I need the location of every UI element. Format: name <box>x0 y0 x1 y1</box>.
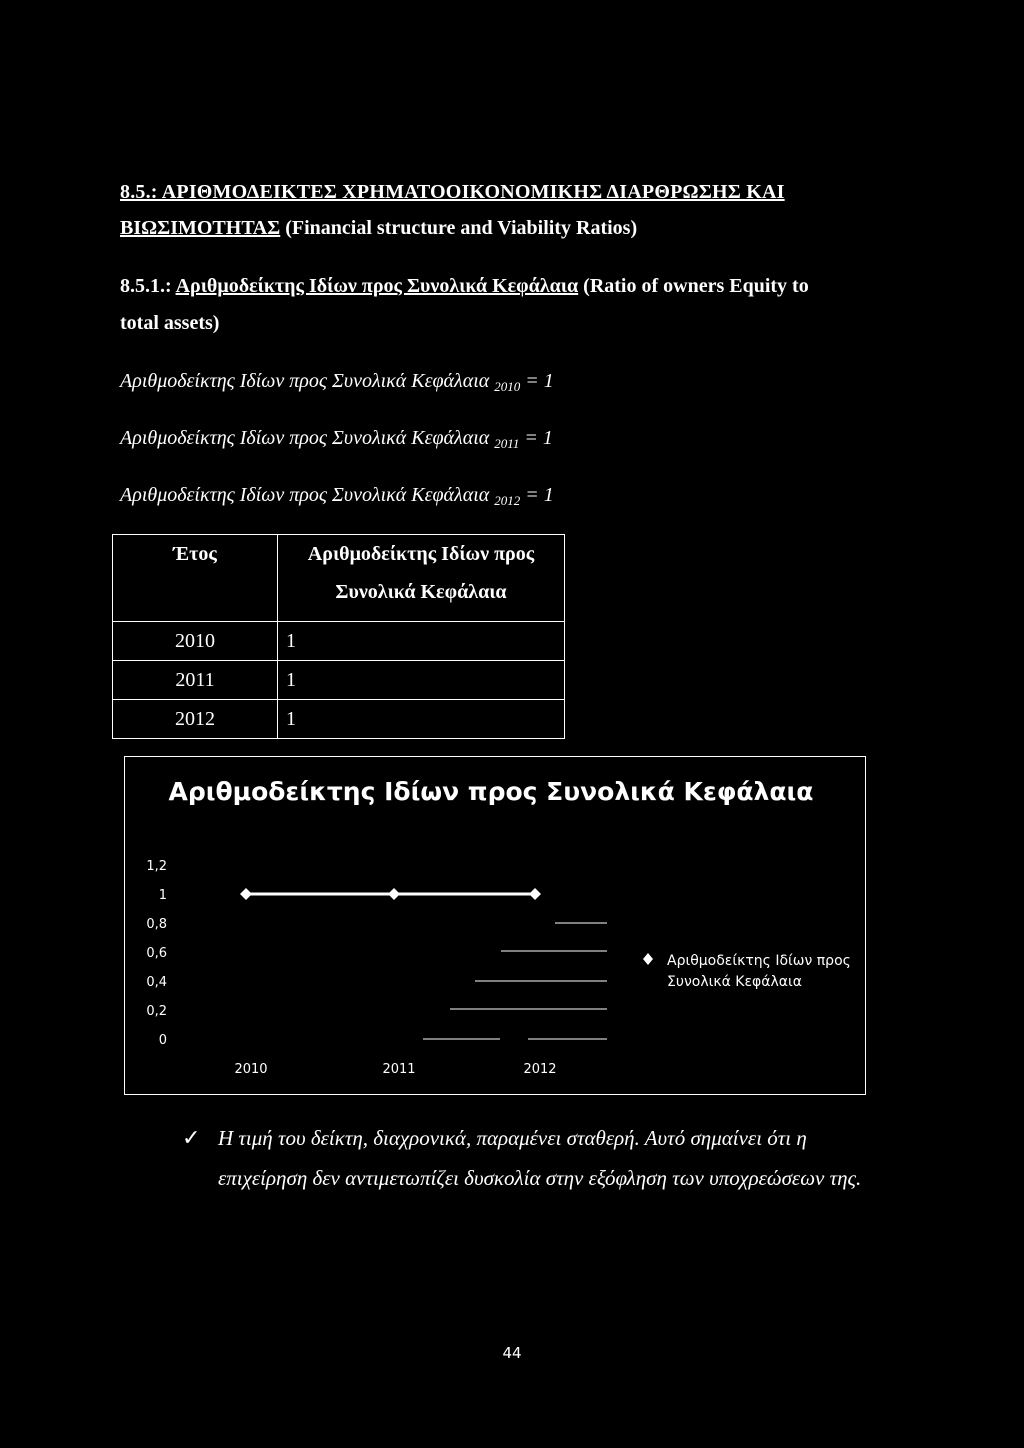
subsection-number: 8.5.1.: <box>120 275 172 297</box>
chart-legend <box>667 951 851 993</box>
section-heading <box>120 181 785 204</box>
table-cell-value <box>278 622 565 661</box>
chart-plot <box>125 757 865 1094</box>
y-tick-label: 0,4 <box>146 975 167 990</box>
formula-year: 2011 <box>494 436 520 451</box>
data-point-marker <box>240 888 252 900</box>
formula-label: Αριθμοδείκτης Ιδίων προς Συνολικά Κεφάλαια <box>120 484 490 506</box>
formula-year: 2012 <box>494 493 521 508</box>
subsection-heading <box>120 275 809 298</box>
table-header-value-line1: Αριθμοδείκτης Ιδίων προς <box>307 543 535 565</box>
formula-2012 <box>120 484 554 509</box>
data-point-marker <box>529 888 541 900</box>
data-point-marker <box>388 888 400 900</box>
legend-label-line2: Συνολικά Κεφάλαια <box>667 974 802 990</box>
formula-value: = 1 <box>525 484 554 506</box>
table-header-year: Έτος <box>113 535 278 622</box>
y-tick-label: 0,2 <box>146 1004 167 1019</box>
y-tick-label: 1,2 <box>146 859 167 874</box>
table-cell-value <box>278 661 565 700</box>
table-cell-year: 2012 <box>113 700 278 739</box>
formula-2010 <box>120 370 554 395</box>
table-cell-year: 2010 <box>113 622 278 661</box>
page-number: 44 <box>502 1344 522 1362</box>
table-header-row <box>113 535 565 622</box>
ratio-chart <box>124 756 866 1095</box>
table-cell-value <box>278 700 565 739</box>
formula-value: = 1 <box>525 370 554 392</box>
subsection-greek: Αριθμοδείκτης Ιδίων προς Συνολικά Κεφάλαια <box>175 275 579 297</box>
table-row <box>113 700 565 739</box>
section-heading-line2 <box>120 217 637 240</box>
table-row <box>113 661 565 700</box>
chart-title-text: Αριθμοδείκτης Ιδίων προς Συνολικά Κεφάλαια <box>168 777 814 806</box>
subsection-english-continued: total assets) <box>120 312 220 334</box>
checkmark-icon: ✓ <box>182 1125 201 1150</box>
ratio-table <box>112 534 565 739</box>
formula-value: = 1 <box>524 427 553 449</box>
table-cell-value-text: 1 <box>286 707 296 730</box>
table-cell-value-text: 1 <box>286 668 296 691</box>
conclusion-line2: επιχείρηση δεν αντιμετωπίζει δυσκολία στην εξόφληση των υποχρεώσεων της. <box>218 1166 862 1190</box>
section-heading-line1: 8.5.: ΑΡΙΘΜΟΔΕΙΚΤΕΣ ΧΡΗΜΑΤΟΟΙΚΟΝΟΜΙΚΗΣ ΔΙΑΡΘΡΩΣΗΣ ΚΑΙ <box>120 181 785 203</box>
table-header-value <box>278 535 565 622</box>
y-tick-label: 1 <box>158 888 167 903</box>
formula-label: Αριθμοδείκτης Ιδίων προς Συνολικά Κεφάλαια <box>120 427 490 449</box>
subsection-english: (Ratio of owners Equity to <box>583 275 809 297</box>
table-cell-value-text: 1 <box>286 629 296 652</box>
y-tick-label: 0,6 <box>146 946 167 961</box>
table-row <box>113 622 565 661</box>
table-header-value-line2: Συνολικά Κεφάλαια <box>335 581 507 603</box>
formula-2011 <box>120 427 553 452</box>
section-heading-english: (Financial structure and Viability Ratios) <box>285 217 638 239</box>
legend-label-line1: Αριθμοδείκτης Ιδίων προς <box>667 953 851 969</box>
legend-marker-icon <box>643 953 653 965</box>
x-tick-label: 2010 <box>234 1062 268 1077</box>
y-tick-label: 0,8 <box>146 917 167 932</box>
section-heading-greek: ΒΙΩΣΙΜΟΤΗΤΑΣ <box>120 217 281 239</box>
conclusion-line1: Η τιμή του δείκτη, διαχρονικά, παραμένει σταθερή. Αυτό σημαίνει ότι η <box>218 1126 807 1150</box>
table-cell-year: 2011 <box>113 661 278 700</box>
x-tick-label: 2011 <box>382 1062 416 1077</box>
y-tick-label: 0 <box>158 1033 167 1048</box>
formula-label: Αριθμοδείκτης Ιδίων προς Συνολικά Κεφάλαια <box>120 370 490 392</box>
formula-year: 2010 <box>494 379 521 394</box>
x-tick-label: 2012 <box>523 1062 557 1077</box>
